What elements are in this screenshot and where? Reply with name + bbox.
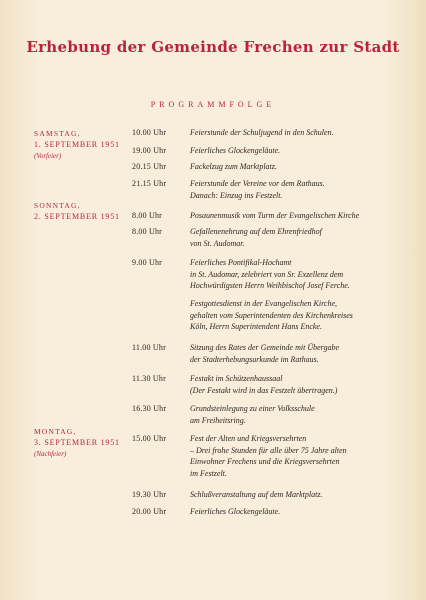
program-entry — [132, 506, 392, 518]
day-date: 1. SEPTEMBER 1951 — [34, 140, 120, 149]
entry-description: Feierliches Glockengeläute. — [190, 146, 281, 155]
entry-description: Grundsteinlegung zu einer Volksschule am Freiheitsring. — [190, 404, 315, 425]
program-entry — [132, 298, 392, 333]
day-monday — [34, 426, 120, 459]
program-entry — [132, 145, 392, 157]
entry-time: 11.30 Uhr — [132, 374, 166, 383]
entry-time: 10.00 Uhr — [132, 128, 167, 137]
entry-time: 21.15 Uhr — [132, 179, 167, 188]
entry-time: 15.00 Uhr — [132, 434, 167, 443]
day-note: (Nachfeier) — [34, 450, 67, 458]
program-entry — [132, 210, 392, 222]
entry-description: Posaunenmusik vom Turm der Evangelischen Kirche — [190, 211, 360, 220]
entry-description: Feierstunde der Vereine vor dem Rathaus. Danach: Einzug ins Festzelt. — [190, 179, 325, 200]
day-sunday — [34, 200, 120, 223]
entry-time: 11.00 Uhr — [132, 343, 166, 352]
entry-description: Schlußveranstaltung auf dem Marktplatz. — [190, 490, 323, 499]
program-entry — [132, 489, 392, 501]
day-name: SONNTAG, — [34, 201, 81, 210]
entry-description: Festakt im Schützenhaussaal (Der Festakt wird in das Festzelt übertragen.) — [190, 374, 338, 395]
day-date: 2. SEPTEMBER 1951 — [34, 212, 120, 221]
entry-description: Festgottesdienst in der Evangelischen Kirche, gehalten vom Superintendenten des Kirchenkreises Köln, Herrn Superintendent Hans Encke. — [190, 299, 353, 331]
entry-time: 8.00 Uhr — [132, 211, 163, 220]
day-date: 3. SEPTEMBER 1951 — [34, 438, 120, 447]
program-entry — [132, 433, 392, 479]
entry-time: 19.00 Uhr — [132, 146, 167, 155]
program-entry — [132, 161, 392, 173]
program-entry — [132, 127, 392, 139]
day-name: MONTAG, — [34, 427, 77, 436]
entry-time — [132, 298, 190, 333]
program-entry — [132, 257, 392, 292]
entry-description: Fest der Alten und Kriegsversehrten – Drei frohe Stunden für alle über 75 Jahre alten Einwohner Frechens und die Kriegsversehrten im Festzelt. — [190, 434, 347, 478]
page-title: Erhebung der Gemeinde Frechen zur Stadt — [26, 38, 400, 56]
entry-description: Sitzung des Rates der Gemeinde mit Übergabe der Stadterhebungsurkunde im Rathaus. — [190, 343, 340, 364]
program-entry — [132, 403, 392, 426]
entry-time: 20.00 Uhr — [132, 507, 167, 516]
program-entry — [132, 342, 392, 365]
entry-description: Feierstunde der Schuljugend in den Schulen. — [190, 128, 334, 137]
entry-time: 20.15 Uhr — [132, 162, 167, 171]
day-name: SAMSTAG, — [34, 129, 81, 138]
entry-description: Feierliches Pontifikal-Hochamt in St. Audomar, zelebriert von Sr. Exzellenz dem Hochwürdigsten Herrn Weihbischof Josef Ferche. — [190, 258, 350, 290]
entry-time: 8.00 Uhr — [132, 227, 163, 236]
entry-time: 19.30 Uhr — [132, 490, 167, 499]
entry-description: Fackelzug zum Marktplatz. — [190, 162, 277, 171]
day-saturday — [34, 128, 120, 161]
entry-description: Feierliches Glockengeläute. — [190, 507, 281, 516]
program-entry — [132, 226, 392, 249]
program-entry — [132, 373, 392, 396]
entry-time: 9.00 Uhr — [132, 258, 163, 267]
entry-time: 16.30 Uhr — [132, 404, 167, 413]
program-entry — [132, 178, 392, 201]
entry-description: Gefallenenehrung auf dem Ehrenfriedhof von St. Audomar. — [190, 227, 322, 248]
program-heading: PROGRAMMFOLGE — [150, 100, 276, 109]
day-note: (Vorfeier) — [34, 152, 62, 160]
